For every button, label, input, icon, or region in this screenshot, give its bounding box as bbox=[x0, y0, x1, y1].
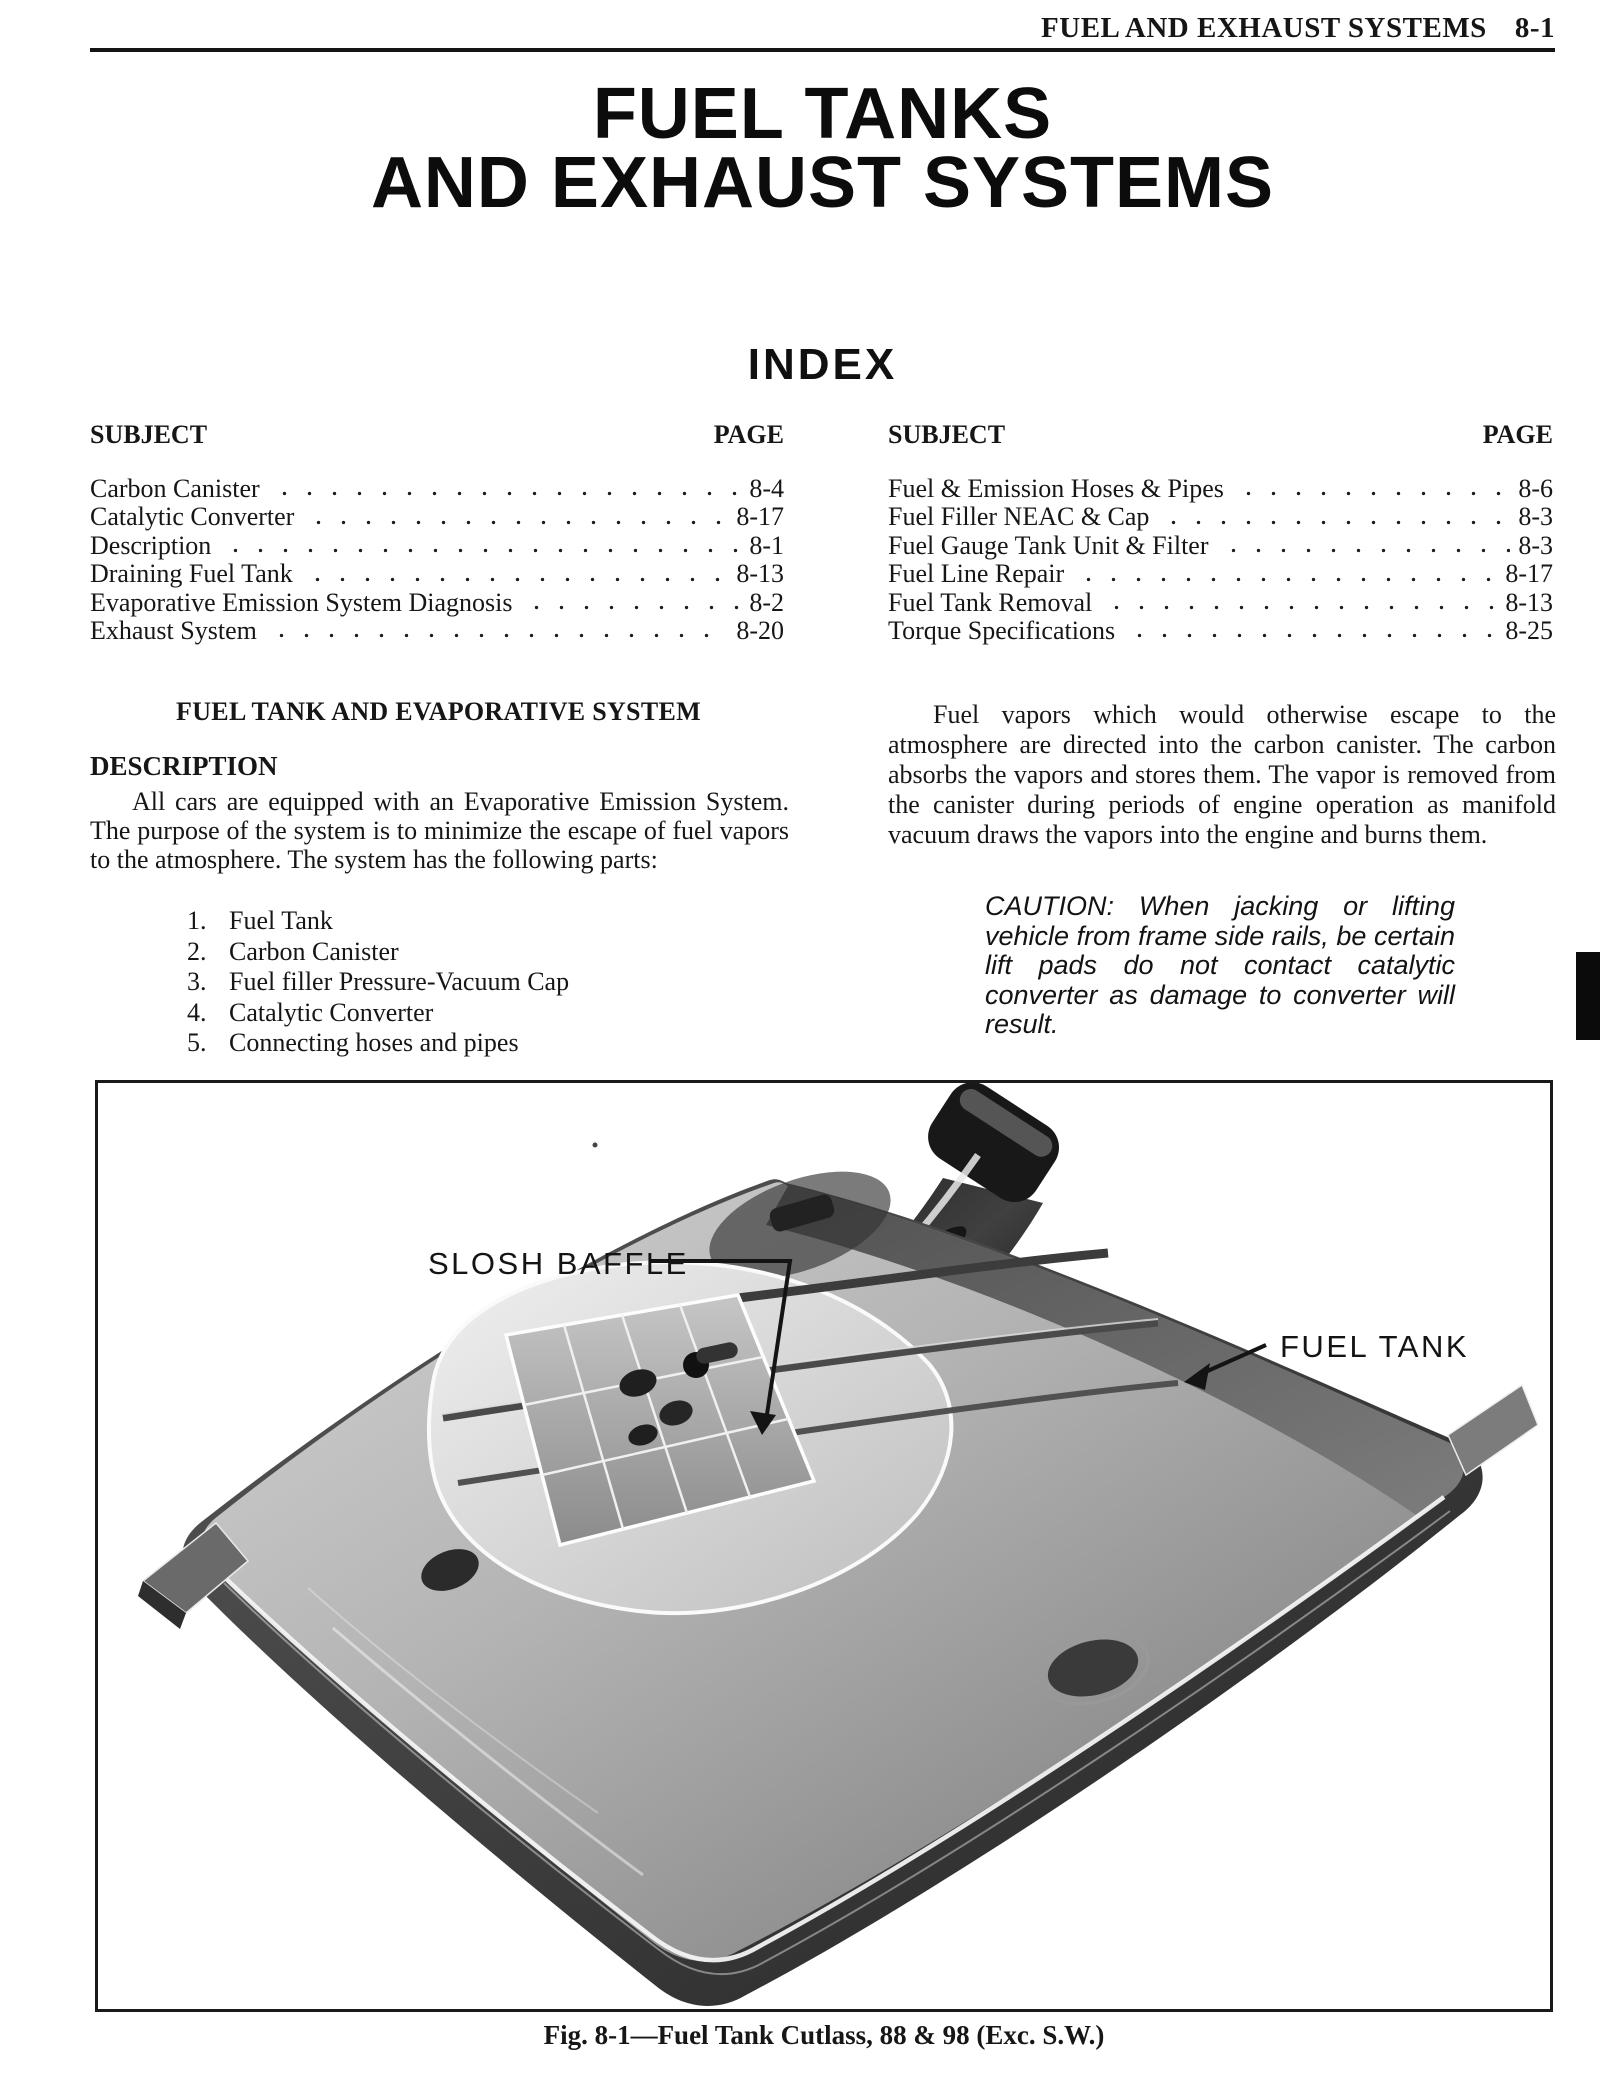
slosh-baffle-label: SLOSH BAFFLE bbox=[428, 1246, 689, 1281]
index-entry-page: 8-1 bbox=[749, 530, 784, 560]
index-entry-subject: Exhaust System bbox=[90, 616, 257, 646]
index-entry-subject: Description bbox=[90, 530, 212, 560]
index-entry-page: 8-25 bbox=[1505, 616, 1553, 646]
scan-speck bbox=[593, 1143, 598, 1148]
leader-dots bbox=[1104, 602, 1497, 612]
parts-list-label: Carbon Canister bbox=[229, 936, 399, 966]
index-entry-page: 8-17 bbox=[1505, 559, 1553, 589]
parts-list-item bbox=[187, 906, 569, 937]
leader-dots bbox=[1076, 574, 1497, 584]
parts-list-number: 2. bbox=[187, 936, 207, 966]
leader-dots bbox=[269, 630, 728, 640]
running-header bbox=[90, 12, 1555, 45]
description-heading: DESCRIPTION bbox=[90, 751, 278, 781]
figure-caption: Fig. 8-1—Fuel Tank Cutlass, 88 & 98 (Exc. S.W.) bbox=[543, 2020, 1105, 2050]
leader-dots bbox=[1161, 517, 1510, 527]
index-entry bbox=[888, 589, 1553, 617]
parts-list-number: 1. bbox=[187, 906, 207, 935]
caution-note: CAUTION: When jacking or lifting vehicle from frame side rails, be certain lift pads do not contact catalytic converter as damage to converter will result. bbox=[985, 891, 1455, 1039]
parts-list-label: Fuel filler Pressure-Vacuum Cap bbox=[229, 967, 570, 996]
index-entry-subject: Fuel Gauge Tank Unit & Filter bbox=[888, 530, 1209, 560]
subject-header: SUBJECT bbox=[90, 420, 208, 449]
index-entry-page: 8-13 bbox=[736, 559, 784, 589]
figure-8-1 bbox=[95, 1080, 1553, 2012]
index-entry-page: 8-6 bbox=[1518, 474, 1553, 503]
subject-header: SUBJECT bbox=[888, 420, 1006, 449]
page-number: 8-1 bbox=[1514, 12, 1555, 44]
parts-list bbox=[187, 906, 569, 1059]
index-entries-right bbox=[888, 475, 1553, 645]
parts-list-label: Connecting hoses and pipes bbox=[229, 1028, 519, 1057]
leader-dots bbox=[1236, 488, 1510, 498]
parts-list-number: 5. bbox=[187, 1028, 207, 1057]
parts-list-label: Catalytic Converter bbox=[229, 997, 434, 1027]
index-entry-page: 8-13 bbox=[1505, 587, 1553, 617]
leader-dots bbox=[524, 602, 741, 612]
index-entry-subject: Fuel Line Repair bbox=[888, 559, 1065, 589]
index-column-right bbox=[888, 420, 1553, 645]
leader-dots bbox=[1221, 545, 1511, 555]
index-entry bbox=[888, 617, 1553, 645]
page-header: PAGE bbox=[713, 420, 784, 449]
leader-dots bbox=[223, 545, 741, 555]
index-entry-subject: Fuel & Emission Hoses & Pipes bbox=[888, 474, 1224, 503]
page-title-line1: FUEL TANKS bbox=[592, 74, 1053, 154]
index-entry bbox=[888, 560, 1553, 588]
index-entry bbox=[90, 560, 784, 588]
leader-dots bbox=[306, 517, 728, 527]
parts-list-number: 3. bbox=[187, 967, 207, 996]
section-thumb-tab bbox=[1576, 952, 1600, 1040]
index-entry-subject: Evaporative Emission System Diagnosis bbox=[90, 587, 513, 617]
index-column-left bbox=[90, 420, 784, 645]
leader-dots bbox=[1127, 630, 1497, 640]
parts-list-item bbox=[187, 967, 569, 998]
index-entry bbox=[90, 617, 784, 645]
fuel-tank-illustration bbox=[98, 1083, 1550, 2009]
parts-list-number: 4. bbox=[187, 997, 207, 1027]
index-heading: INDEX bbox=[747, 340, 898, 389]
leader-dots bbox=[272, 488, 742, 498]
index-entry-subject: Draining Fuel Tank bbox=[90, 559, 293, 589]
fuel-tank-label: FUEL TANK bbox=[1280, 1329, 1470, 1364]
page-title-line2: AND EXHAUST SYSTEMS bbox=[370, 143, 1275, 223]
parts-list-item bbox=[187, 998, 569, 1029]
index-column-header bbox=[888, 420, 1553, 450]
index-entry-subject: Fuel Filler NEAC & Cap bbox=[888, 502, 1150, 532]
parts-list-item bbox=[187, 1028, 569, 1059]
index-column-header bbox=[90, 420, 784, 450]
index-entry bbox=[90, 475, 784, 503]
index-entry-subject: Catalytic Converter bbox=[90, 502, 295, 532]
page-header: PAGE bbox=[1482, 420, 1553, 449]
index-entry-subject: Torque Specifications bbox=[888, 616, 1116, 646]
index-entry bbox=[888, 532, 1553, 560]
index-entry bbox=[90, 503, 784, 531]
index-entry-page: 8-3 bbox=[1518, 530, 1553, 560]
index-entry-subject: Carbon Canister bbox=[90, 474, 260, 503]
header-rule bbox=[90, 48, 1555, 52]
leader-dots bbox=[305, 574, 729, 584]
section-heading: FUEL TANK AND EVAPORATIVE SYSTEM bbox=[176, 697, 701, 726]
index-entry bbox=[888, 475, 1553, 503]
index-entry-page: 8-3 bbox=[1518, 502, 1553, 532]
index-entry bbox=[90, 589, 784, 617]
index-entry-page: 8-20 bbox=[736, 616, 784, 646]
parts-list-item bbox=[187, 937, 569, 968]
index-entry-page: 8-4 bbox=[749, 474, 784, 503]
index-entries-left bbox=[90, 475, 784, 645]
index-entry-page: 8-17 bbox=[736, 502, 784, 532]
page-title bbox=[90, 74, 1555, 223]
description-paragraph: All cars are equipped with an Evaporative Emission System. The purpose of the system is to minimize the escape of fuel vapors to the atmosphere. The system has the following parts: bbox=[90, 787, 789, 874]
index-entry bbox=[888, 503, 1553, 531]
parts-list-label: Fuel Tank bbox=[229, 906, 333, 935]
index-entry bbox=[90, 532, 784, 560]
running-header-title: FUEL AND EXHAUST SYSTEMS bbox=[1041, 12, 1487, 44]
index-entry-subject: Fuel Tank Removal bbox=[888, 587, 1093, 617]
index-entry-page: 8-2 bbox=[749, 587, 784, 617]
vapor-paragraph: Fuel vapors which would otherwise escape to the atmosphere are directed into the carbon canister. The carbon absorbs the vapors and stores them. The vapor is removed from the canister during periods of engine operation as manifold vacuum draws the vapors into the engine and burns them. bbox=[888, 700, 1556, 849]
